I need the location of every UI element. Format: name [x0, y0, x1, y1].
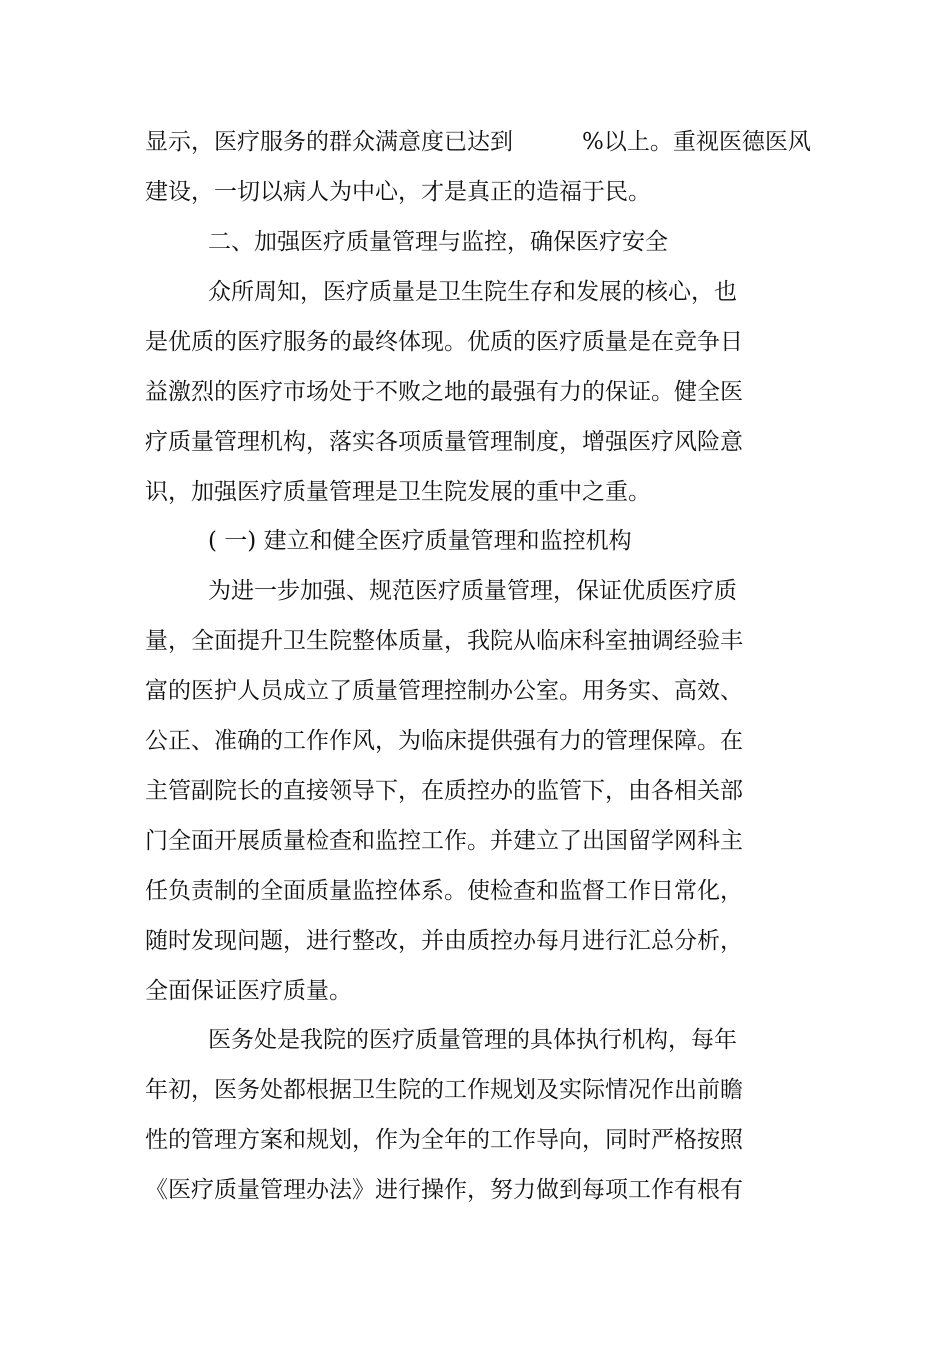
text-line: 建设，一切以病人为中心，才是真正的造福于民。 [145, 179, 651, 205]
text-line: 公正、准确的工作作风，为临床提供强有力的管理保障。在 [145, 728, 743, 754]
text-line: 量，全面提升卫生院整体质量，我院从临床科室抽调经验丰 [145, 628, 743, 654]
text-line: 门全面开展质量检查和监控工作。并建立了出国留学网科主 [145, 828, 743, 854]
text-line: 任负责制的全面质量监控体系。使检查和监督工作日常化， [145, 878, 743, 904]
text-line: 年初，医务处都根据卫生院的工作规划及实际情况作出前瞻 [145, 1077, 743, 1103]
paragraph-start: 众所周知，医疗质量是卫生院生存和发展的核心，也 [208, 279, 737, 305]
paragraph-start: 医务处是我院的医疗质量管理的具体执行机构，每年 [208, 1027, 737, 1053]
text-line: 富的医护人员成立了质量管理控制办公室。用务实、高效、 [145, 678, 743, 704]
text-line: 是优质的医疗服务的最终体现。优质的医疗质量是在竞争日 [145, 329, 743, 355]
paragraph-start: 为进一步加强、规范医疗质量管理，保证优质医疗质 [208, 578, 737, 604]
text-line: 性的管理方案和规划，作为全年的工作导向，同时严格按照 [145, 1127, 743, 1153]
text-line: 识，加强医疗质量管理是卫生院发展的重中之重。 [145, 479, 651, 505]
text-line: 显示，医疗服务的群众满意度已达到 %以上。重视医德医风 [145, 129, 811, 155]
text-line: 随时发现问题，进行整改，并由质控办每月进行汇总分析， [145, 928, 743, 954]
text-line: 益激烈的医疗市场处于不败之地的最强有力的保证。健全医 [145, 379, 743, 405]
text-line: 《医疗质量管理办法》进行操作，努力做到每项工作有根有 [145, 1177, 743, 1203]
text-line: 全面保证医疗质量。 [145, 978, 352, 1004]
text-line: 主管副院长的直接领导下，在质控办的监管下，由各相关部 [145, 778, 743, 804]
text-line: 疗质量管理机构，落实各项质量管理制度，增强医疗风险意 [145, 429, 743, 455]
section-heading: 二、加强医疗质量管理与监控，确保医疗安全 [208, 229, 668, 255]
subsection-heading: ( 一) 建立和健全医疗质量管理和监控机构 [208, 528, 632, 554]
